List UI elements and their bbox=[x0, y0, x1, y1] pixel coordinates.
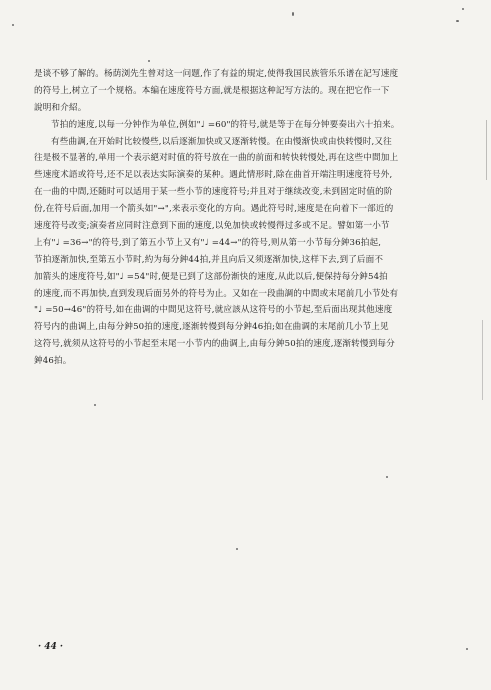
scan-edge-mark bbox=[486, 120, 487, 180]
text-line: 鈡46拍。 bbox=[34, 356, 72, 367]
text-line: 节拍逐渐加快,至第五小节时,約为每分鈡44拍,并且向后又须逐渐加快,这样下去,到了后面不 bbox=[34, 254, 384, 265]
text-line: "♩ =50→46"的符号,如在曲调的中間见这符号,就应該从这符号的小节起,至后面出现其他速度 bbox=[34, 305, 393, 316]
scan-speck bbox=[236, 548, 238, 550]
text-line: 节拍的速度,以每一分钟作为单位,例如"♩ =60"的符号,就是等于在每分钟要奏出六十拍来。 bbox=[51, 119, 400, 130]
scan-speck bbox=[94, 404, 96, 406]
text-line: 上有"♩ =36→"的符号,到了第五小节上又有"♩ =44→"的符号,则从第一小节每分鈡36拍起, bbox=[34, 237, 382, 248]
body-text bbox=[34, 66, 436, 370]
text-line: 速度符号改变;演奏者应同时注意到下面的速度,以免加快或转慢得过多或不足。譬如第一小节 bbox=[34, 221, 390, 232]
text-line: 往是极不显著的,单用一个表示絕对时值的符号放在一曲的前面和转快转慢处,再在这些中間加上 bbox=[34, 153, 399, 164]
scan-speck bbox=[292, 12, 294, 16]
text-line: 在一曲的中間,还随时可以适用于某一些小节的速度符号;并且对于继续改变,未到固定时值的阶 bbox=[34, 187, 393, 198]
text-line: 是谈不够了解的。杨荫浏先生曾对这一问题,作了有益的規定,使得我国民族管乐乐谱在記写速度 bbox=[34, 69, 399, 79]
scan-speck bbox=[386, 476, 388, 478]
page-number: · 44 · bbox=[38, 642, 64, 652]
text-line: 有些曲調,在开始时比较慢些,以后逐渐加快或又逐渐转慢。在由慢渐快或由快转慢时,又往 bbox=[51, 136, 392, 147]
text-line: 些速度术語或符号,还不足以表达实际演奏的某种。遇此情形时,除在曲首开端注明速度符号外, bbox=[34, 170, 393, 181]
text-line: 份,在符号后面,加用一个箭头如"→",来表示变化的方向。遇此符号时,速度是在向着下一部近的 bbox=[34, 204, 394, 215]
text-line: 的速度,而不再加快,直到发现后面另外的符号为止。又如在一段曲調的中間或末尾前几小节处有 bbox=[34, 288, 399, 299]
text-line: 加箭头的速度符号,如"♩ =54"时,便是已到了这部份渐快的速度,从此以后,便保持每分鈡54拍 bbox=[34, 271, 388, 282]
scan-speck bbox=[456, 20, 459, 22]
text-line: 这符号,就须从这符号的小节起至末尾一小节内的曲调上,由每分鈡50拍的速度,逐渐转慢到每分 bbox=[34, 339, 395, 350]
scan-speck bbox=[466, 648, 468, 650]
scan-speck bbox=[12, 24, 14, 26]
scan-edge-mark bbox=[482, 320, 483, 400]
text-line: 說明和介紹。 bbox=[34, 102, 87, 113]
scan-speck bbox=[148, 60, 150, 62]
text-line: 的符号上,树立了一个规格。本编在速度符号方面,就是根据这种記写方法的。现在把它作一下 bbox=[34, 85, 390, 96]
scan-speck bbox=[462, 8, 464, 10]
text-line: 符号内的曲调上,由每分鈡50拍的速度,逐渐转慢到每分鈡46拍;如在曲调的末尾前几小节上见 bbox=[34, 322, 389, 333]
